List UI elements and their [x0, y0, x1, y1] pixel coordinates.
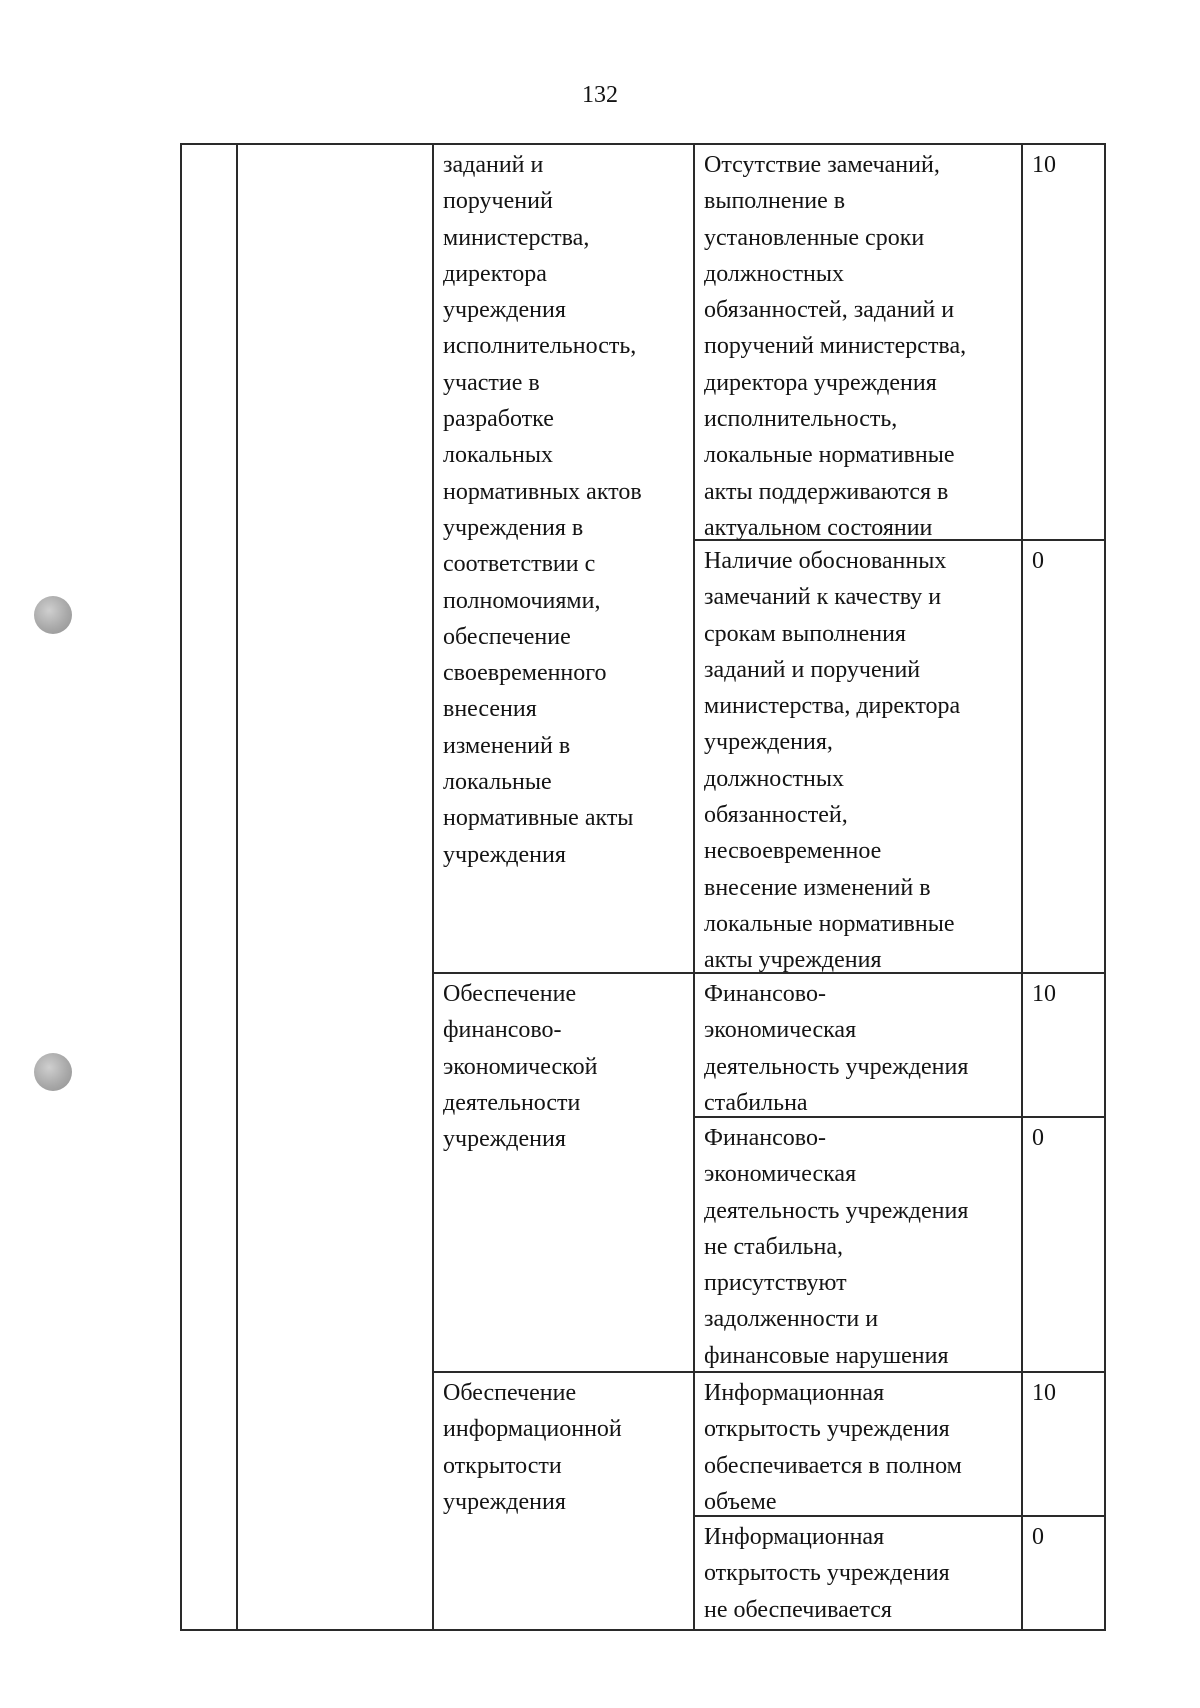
punch-hole-bottom: [34, 1053, 72, 1091]
score-cell: 0: [1032, 1125, 1044, 1151]
column-divider-1: [236, 143, 238, 1631]
table-border-right: [1104, 143, 1106, 1631]
criterion-cell: Отсутствие замечаний, выполнение в установленные сроки должностных обязанностей, заданий и поручений министерства, директора учреждения исполнительность, локальные нормативные акты поддерживаются в актуальном состоянии: [704, 152, 967, 541]
criterion-cell: Информационная открытость учреждения не обеспечивается: [704, 1524, 950, 1623]
criterion-cell: Финансово- экономическая деятельность учреждения не стабильна, присутствуют задолженности и финансовые нарушения: [704, 1125, 969, 1369]
score-cell: 10: [1032, 152, 1056, 178]
score-cell: 0: [1032, 548, 1044, 574]
column-divider-3: [693, 143, 695, 1631]
score-cell: 10: [1032, 981, 1056, 1007]
column-divider-2: [432, 143, 434, 1631]
score-cell: 10: [1032, 1380, 1056, 1406]
indicator-cell: заданий и поручений министерства, директора учреждения исполнительность, участие в разработке локальных нормативных актов учреждения в соответствии с полномочиями, обеспечение своевременного внесения изменений в локальные нормативные акты учреждения: [443, 152, 642, 868]
indicator-cell: Обеспечение финансово- экономической деятельности учреждения: [443, 981, 598, 1153]
indicator-cell: Обеспечение информационной открытости учреждения: [443, 1380, 622, 1515]
page-number: 132: [582, 82, 618, 108]
punch-hole-top: [34, 596, 72, 634]
criterion-cell: Информационная открытость учреждения обеспечивается в полном объеме: [704, 1380, 962, 1515]
score-cell: 0: [1032, 1524, 1044, 1550]
criterion-cell: Наличие обоснованных замечаний к качеству и срокам выполнения заданий и поручений министерства, директора учреждения, должностных обязанностей, несвоевременное внесение изменений в локальные нормативные акты учреждения: [704, 548, 961, 974]
criterion-cell: Финансово- экономическая деятельность учреждения стабильна: [704, 981, 969, 1116]
table-border-top: [180, 143, 1106, 145]
table-border-bottom: [180, 1629, 1106, 1631]
table-border-left: [180, 143, 182, 1631]
column-divider-4: [1021, 143, 1023, 1631]
